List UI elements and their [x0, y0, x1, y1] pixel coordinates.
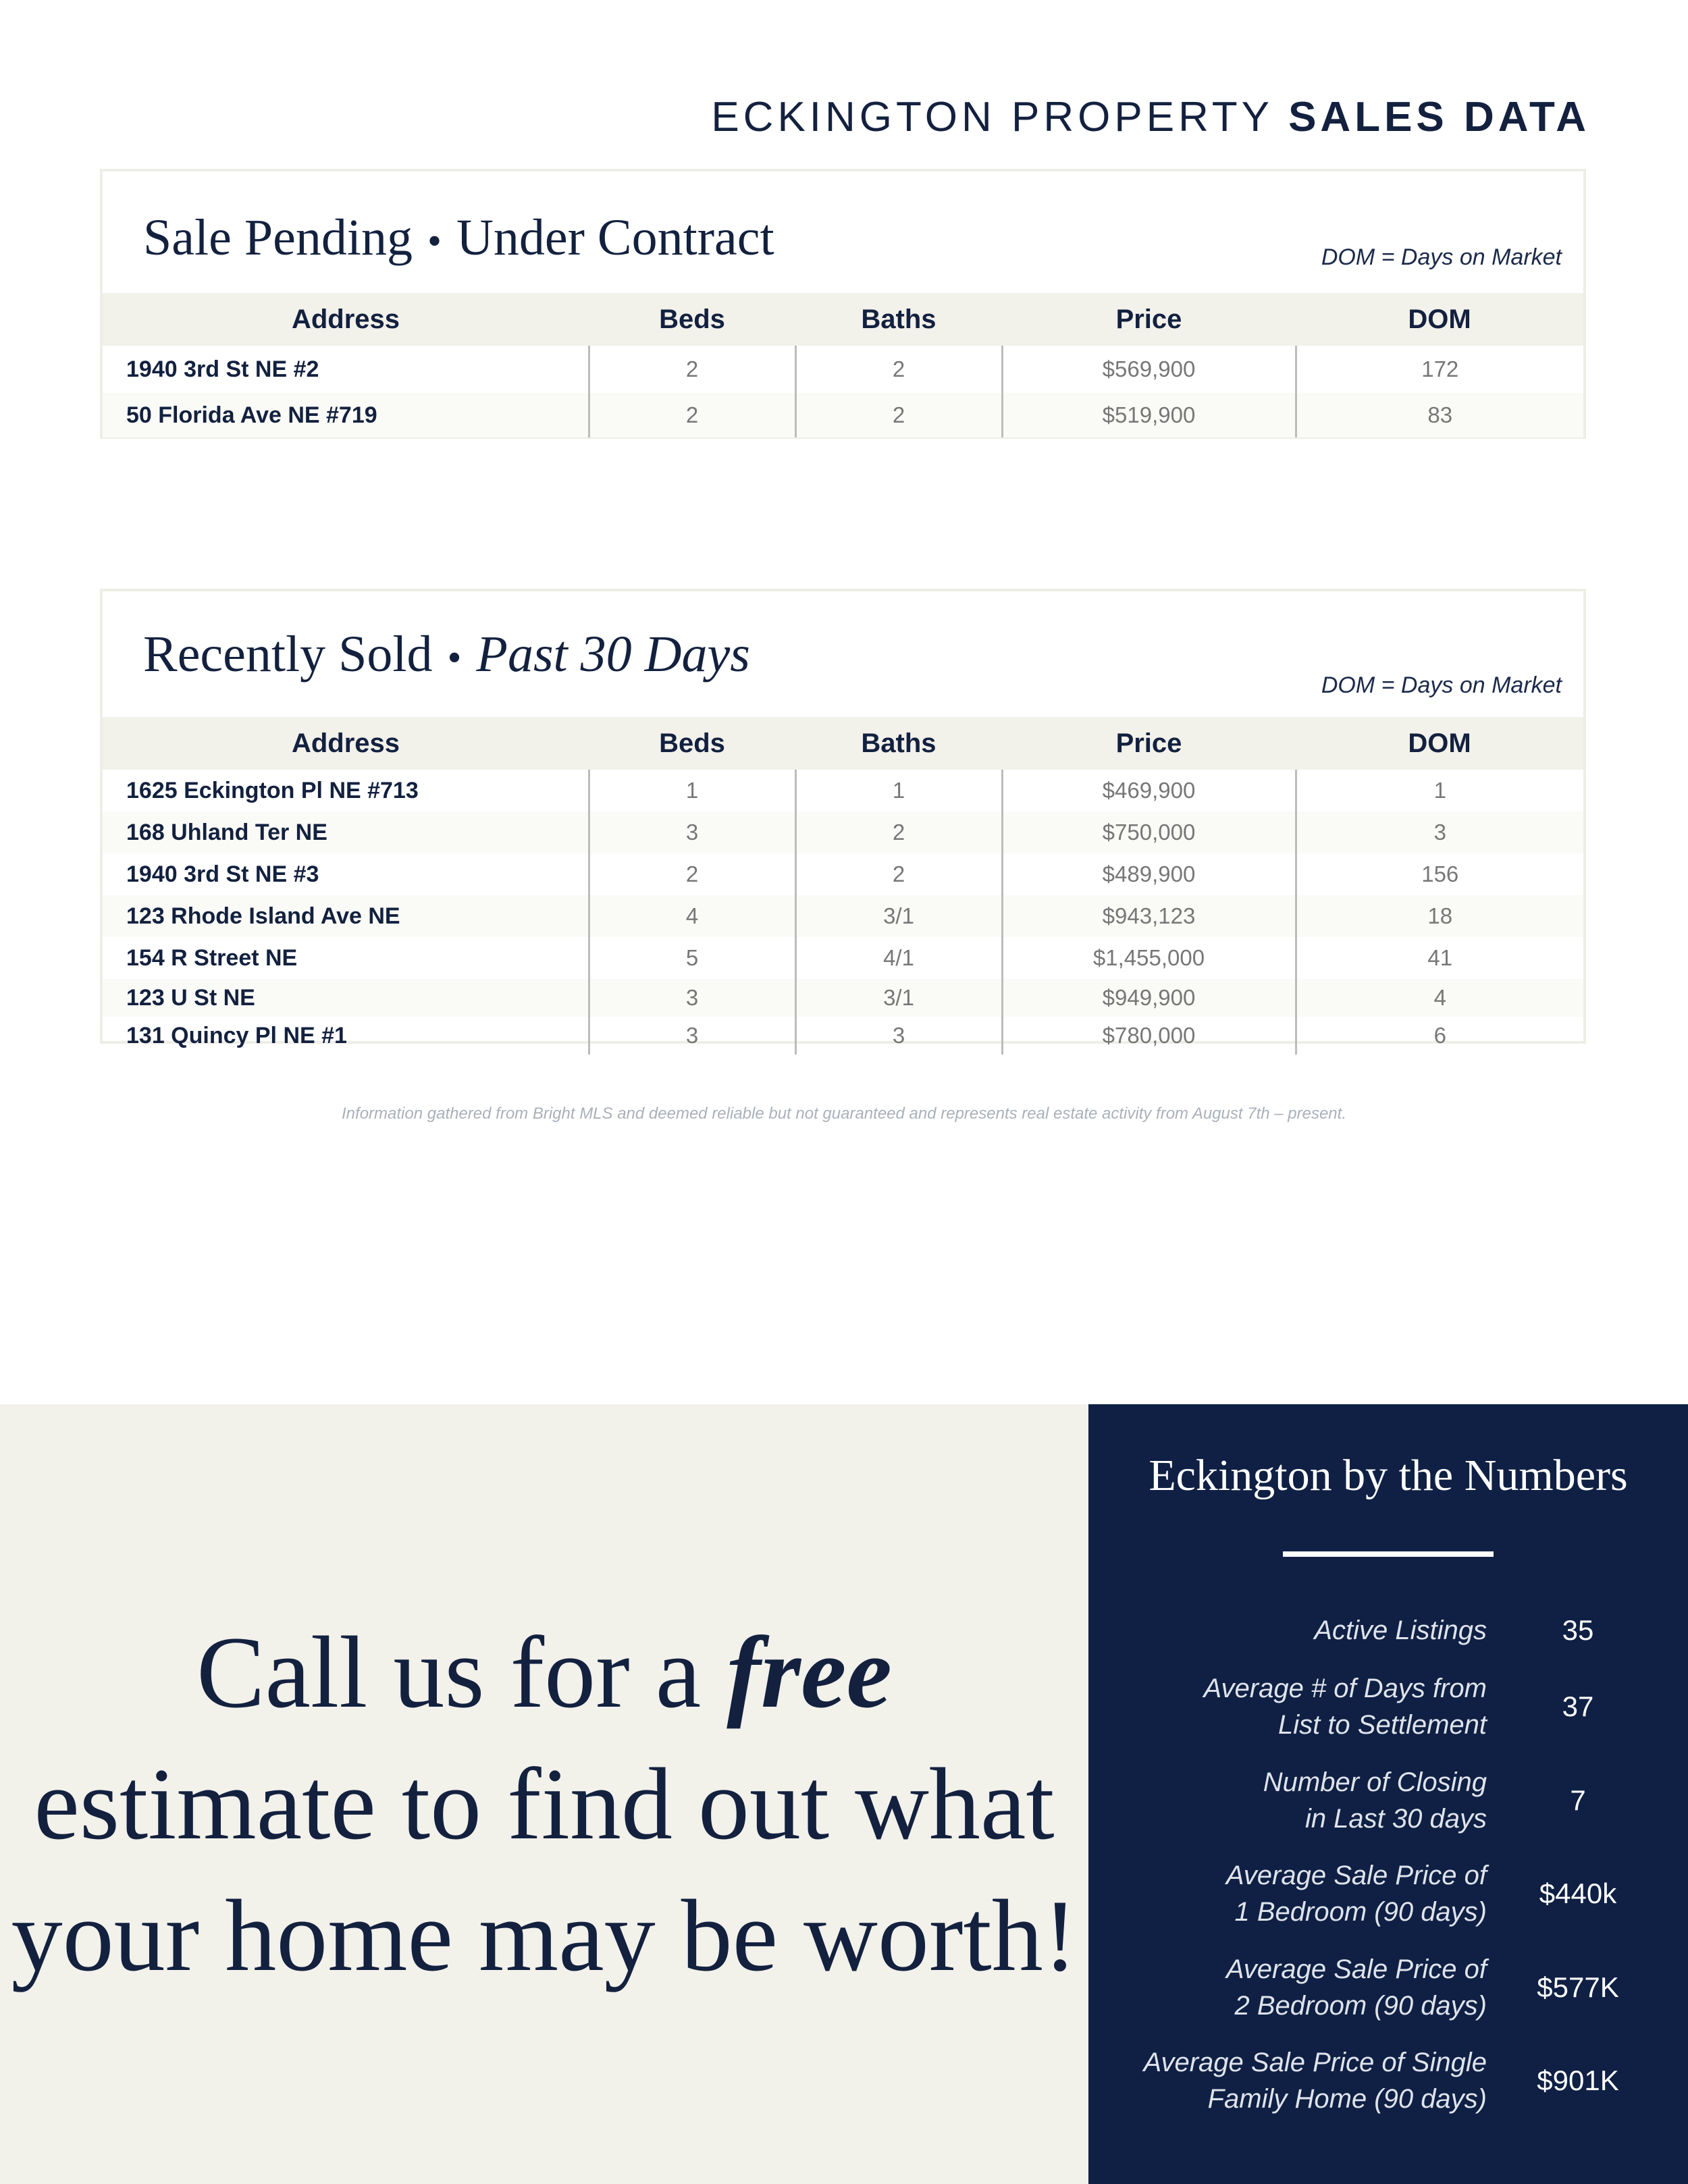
- stat-label-line-1: Average Sale Price of: [1225, 1954, 1487, 1984]
- address-cell: 131 Quincy Pl NE #1: [126, 1022, 347, 1048]
- dom-cell: 83: [1296, 393, 1583, 437]
- pending-subtitle: Under Contract: [456, 209, 774, 266]
- dom-cell: 6: [1296, 1017, 1583, 1055]
- beds-cell: 3: [589, 979, 795, 1017]
- pending-table: [103, 293, 1583, 437]
- stat-row-1-bedroom-price: [1088, 1857, 1688, 1931]
- baths-cell: 2: [795, 811, 1002, 853]
- table-row: [103, 895, 1583, 937]
- stats-panel: [1088, 1404, 1688, 2184]
- baths-cell: 2: [795, 853, 1002, 895]
- stat-row-days-to-settlement: [1088, 1670, 1688, 1744]
- table-row: [103, 393, 1583, 437]
- price-cell: $943,123: [1002, 895, 1296, 937]
- dom-cell: 41: [1296, 937, 1583, 979]
- price-cell: $489,900: [1002, 853, 1296, 895]
- beds-cell: 2: [589, 393, 795, 437]
- baths-cell: 3: [795, 1017, 1002, 1055]
- stat-label-line-1: Average # of Days from: [1203, 1674, 1487, 1703]
- beds-cell: 4: [589, 895, 795, 937]
- address-cell: 123 U St NE: [103, 979, 589, 1017]
- sold-card-title: [143, 625, 750, 684]
- column-header-baths: Baths: [795, 717, 1002, 770]
- dom-cell: 156: [1296, 853, 1583, 895]
- dom-cell: 18: [1296, 895, 1583, 937]
- cta-line-1: [0, 1607, 1088, 1738]
- stat-label: [1109, 1764, 1487, 1837]
- pending-table-header: [103, 293, 1583, 346]
- sold-table-header: [103, 717, 1583, 770]
- pending-card: [100, 169, 1586, 439]
- address-cell: 168 Uhland Ter NE: [103, 811, 589, 853]
- dom-cell: 4: [1296, 979, 1583, 1017]
- stat-value: $577K: [1537, 1971, 1619, 2003]
- baths-cell: 1: [795, 770, 1002, 811]
- address-cell: 50 Florida Ave NE #719: [103, 393, 589, 437]
- title-separator-dot: •: [427, 219, 442, 263]
- stat-label: [1109, 1670, 1487, 1743]
- column-header-beds: Beds: [589, 717, 795, 770]
- stat-label-line-2: Family Home (90 days): [1207, 2084, 1487, 2114]
- beds-cell: 3: [589, 811, 795, 853]
- baths-cell: 3/1: [795, 895, 1002, 937]
- stat-label-line-1: Average Sale Price of: [1225, 1861, 1487, 1890]
- stat-label: [1109, 2044, 1487, 2117]
- header-title-bold: SALES DATA: [1288, 94, 1590, 140]
- dom-cell: 172: [1296, 346, 1583, 393]
- cta-line-2: estimate to find out what: [34, 1747, 1055, 1861]
- address-cell: 1940 3rd St NE #3: [126, 861, 319, 887]
- price-cell: $949,900: [1002, 979, 1296, 1017]
- price-cell: $519,900: [1002, 393, 1296, 437]
- stat-row-active-listings: [1088, 1593, 1688, 1668]
- column-header-baths: Baths: [795, 293, 1002, 346]
- baths-cell: 2: [795, 346, 1002, 393]
- stat-row-2-bedroom-price: [1088, 1950, 1688, 2025]
- column-header-dom: DOM: [1296, 717, 1583, 770]
- stat-label-line-2: in Last 30 days: [1304, 1804, 1487, 1834]
- sold-dom-note: DOM = Days on Market: [1321, 672, 1562, 698]
- beds-cell: 2: [589, 853, 795, 895]
- table-row: [103, 853, 1583, 895]
- table-row: [103, 811, 1583, 853]
- beds-cell: 2: [589, 346, 795, 393]
- stat-value: 35: [1562, 1614, 1594, 1646]
- address-cell: 1940 3rd St NE #2: [126, 356, 319, 382]
- title-separator-dot: •: [447, 635, 462, 680]
- beds-cell: 3: [589, 1017, 795, 1055]
- stat-value: $901K: [1537, 2065, 1619, 2096]
- beds-cell: 5: [589, 937, 795, 979]
- table-row: [103, 937, 1583, 979]
- sold-table: [103, 717, 1583, 1055]
- stat-label: [1109, 1857, 1487, 1930]
- cta-line-1-prefix: Call us for a: [196, 1616, 727, 1729]
- page-header-title: [711, 93, 1590, 141]
- column-header-price: Price: [1002, 717, 1296, 770]
- address-cell: 154 R Street NE: [126, 944, 298, 971]
- beds-cell: 1: [589, 770, 795, 811]
- stats-divider: [1283, 1551, 1494, 1557]
- price-cell: $750,000: [1002, 811, 1296, 853]
- sold-subtitle: Past 30 Days: [476, 626, 750, 683]
- price-cell: $1,455,000: [1002, 937, 1296, 979]
- cta-free-emphasis: free: [727, 1616, 892, 1729]
- stats-title: Eckington by the Numbers: [1149, 1451, 1628, 1500]
- stat-row-closings: [1088, 1763, 1688, 1838]
- stat-value: 7: [1570, 1784, 1586, 1816]
- dom-cell: 3: [1296, 811, 1583, 853]
- sold-card: [100, 589, 1586, 1048]
- table-row: [103, 979, 1583, 1017]
- sold-title: Recently Sold: [143, 626, 433, 683]
- stat-row-single-family-price: [1088, 2044, 1688, 2118]
- price-cell: $569,900: [1002, 346, 1296, 393]
- stat-label-line-1: Number of Closing: [1263, 1767, 1487, 1797]
- pending-title: Sale Pending: [143, 209, 413, 266]
- stat-label-line-2: 2 Bedroom (90 days): [1234, 1991, 1487, 2021]
- cta-line-3: your home may be worth!: [11, 1879, 1078, 1992]
- stat-label-line-2: List to Settlement: [1277, 1710, 1487, 1740]
- stat-value: $440k: [1539, 1877, 1617, 1909]
- address-cell: 1625 Eckington Pl NE #713: [126, 777, 419, 803]
- cta-panel: [0, 1404, 1088, 2184]
- column-header-price: Price: [1002, 293, 1296, 346]
- baths-cell: 3/1: [795, 979, 1002, 1017]
- stat-label-line-1: Average Sale Price of Single: [1143, 2048, 1487, 2077]
- disclaimer-text: Information gathered from Bright MLS and deemed reliable but not guaranteed and represents real estate activity from August 7th – present.: [342, 1104, 1346, 1123]
- baths-cell: 2: [795, 393, 1002, 437]
- price-cell: $469,900: [1002, 770, 1296, 811]
- stat-value: 37: [1562, 1690, 1594, 1722]
- baths-cell: 4/1: [795, 937, 1002, 979]
- dom-cell: 1: [1296, 770, 1583, 811]
- address-cell: 123 Rhode Island Ave NE: [103, 895, 589, 937]
- column-header-dom: DOM: [1296, 293, 1583, 346]
- column-header-beds: Beds: [589, 293, 795, 346]
- stat-label: [1109, 1951, 1487, 2024]
- table-row: [103, 346, 1583, 393]
- stat-label: [1109, 1612, 1487, 1649]
- pending-dom-note: DOM = Days on Market: [1321, 244, 1562, 270]
- column-header-address: Address: [103, 293, 589, 346]
- stat-label-line-2: 1 Bedroom (90 days): [1234, 1897, 1487, 1927]
- pending-card-title: [143, 209, 774, 267]
- table-row: [103, 770, 1583, 811]
- table-row: [103, 1017, 1583, 1055]
- header-title-light: ECKINGTON PROPERTY: [711, 94, 1289, 140]
- column-header-address: Address: [103, 717, 589, 770]
- cta-text: [0, 1607, 1088, 2002]
- stat-label-line-1: Active Listings: [1314, 1616, 1487, 1645]
- price-cell: $780,000: [1002, 1017, 1296, 1055]
